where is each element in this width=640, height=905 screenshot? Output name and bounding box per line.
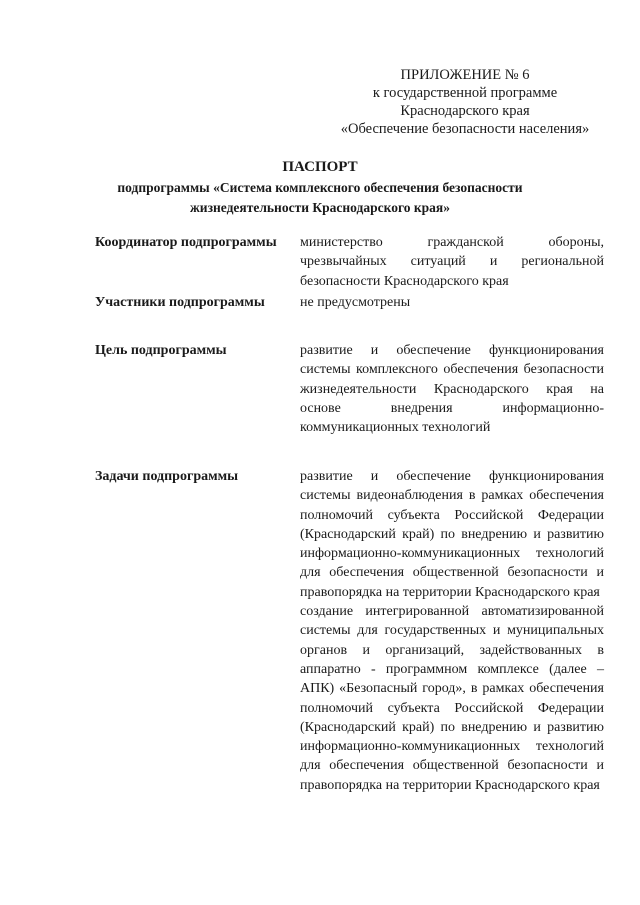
- row-paragraph: министерство гражданской обороны, чрезвычайных ситуаций и региональной безопасности Краснодарского края: [300, 235, 604, 289]
- subtitle-line-2: жизнедеятельности Краснодарского края»: [190, 200, 450, 215]
- document-subtitle: [0, 178, 640, 218]
- row-paragraph: развитие и обеспечение функционирования системы комплексного обеспечения безопасности жизнедеятельности Краснодарского края на основе внедрения информационно-коммуникационных технологий: [300, 343, 604, 436]
- row-label: Координатор подпрограммы: [95, 235, 277, 250]
- row-value: [300, 467, 604, 795]
- appendix-line-program-name: «Обеспечение безопасности населения»: [340, 121, 590, 137]
- row-label: Цель подпрограммы: [95, 343, 227, 358]
- row-value: [300, 293, 604, 312]
- subtitle-line-1: подпрограммы «Система комплексного обеспечения безопасности: [117, 180, 523, 195]
- appendix-header: [300, 66, 630, 138]
- appendix-line-program: к государственной программе: [372, 85, 558, 101]
- appendix-line-region: Краснодарского края: [400, 103, 530, 119]
- appendix-number: ПРИЛОЖЕНИЕ № 6: [400, 67, 530, 83]
- row-paragraph: создание интегрированной автоматизированной системы для государственных и муниципальных органов и организаций, задействованных в аппаратно - программном комплексе (далее – АПК) «Безопасный город», в рамках обеспечения полномочий субъекта Российской Федерации (Краснодарский край) по внедрению и развитию информационно-коммуникационных технологий для обеспечения общественной безопасности и правопорядка на территории Краснодарского края: [300, 604, 604, 793]
- document-title: ПАСПОРТ: [282, 159, 358, 175]
- row-label: Задачи подпрограммы: [95, 469, 239, 484]
- row-value: [300, 341, 604, 437]
- row-value: [300, 233, 604, 291]
- row-paragraph: развитие и обеспечение функционирования системы видеонаблюдения в рамках обеспечения полномочий субъекта Российской Федерации (Краснодарский край) по внедрению и развитию информационно-коммуникационных технологий для обеспечения общественной безопасности и правопорядка на территории Краснодарского края: [300, 469, 604, 600]
- row-paragraph: не предусмотрены: [300, 295, 411, 310]
- row-label: Участники подпрограммы: [95, 295, 265, 310]
